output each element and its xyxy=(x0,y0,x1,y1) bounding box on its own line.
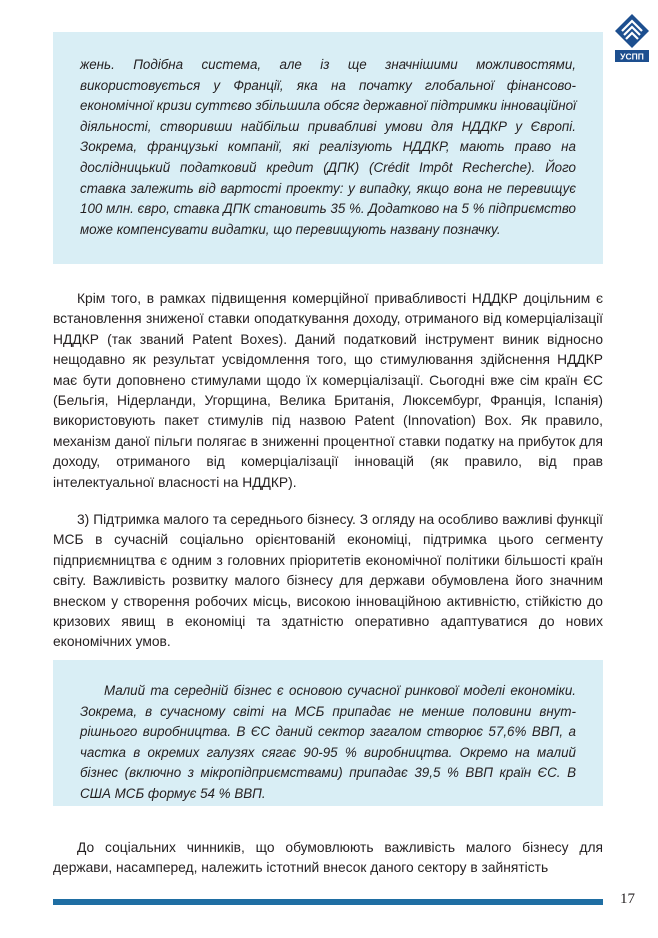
callout-box-2 xyxy=(53,660,603,806)
callout-box-1 xyxy=(53,32,603,264)
page-number: 17 xyxy=(620,891,635,907)
logo-text: УСПП xyxy=(620,51,644,62)
body-paragraph-2: 3) Підтримка малого та середнього бізнесу. З огляду на особливо важливі функції МСБ в сучасній соціально орієнтованій економіці, підтримка цього сегменту підприємництва є одним з головних пріоритетів економічної політики більшості країн світу. Важливість розвитку малого бізнесу для держави обумовлена його значним внеском у створення робочих місць, високою інноваційною активністю, стійкістю до кризових явищ в економіці та здатністю оперативно адаптуватися до нових економічних умов. xyxy=(53,512,603,650)
body-paragraph-1: Крім того, в рамках підвищення комерційної привабливості НДДКР доцільним є встановлення зниженої ставки оподаткування доходу, отриманого від комерціалізації НДДКР (так званий Patent Boxes). Даний податковий інструмент виник відносно нещодавно як результат усвідомлення того, що стимулювання здійснення НДДКР має бути доповнено стимулами щодо їх комерціалізації. Сьогодні вже сім країн ЄС (Бельгія, Нідерланди, Угорщина, Велика Британія, Люксембург, Франція, Іспанія) використовують пакет стимулів під назвою Patent (Innovation) Box. Як правило, механізм даної пільги полягає в зниженні процентної ставки податку на прибуток для доходу, отриманого від комерціалізації інновацій (як правило, від прав інтелектуальної власності на НДДКР). xyxy=(53,291,603,490)
uspp-logo-icon xyxy=(613,12,651,64)
callout-text-2: Малий та середній бізнес є основою сучасної ринкової моделі економіки. Зокрема, в сучасному світі на МСБ припадає не менше половини внут-рішнього виробництва. В ЄС даний сектор загалом створює 57,6% ВВП, а частка в окремих галузях сягає 90-95 % виробництва. Окремо на малий бізнес (включно з мікропідприємствами) припадає 39,5 % ВВП країн ЄС. В США МСБ формує 54 % ВВП. xyxy=(80,683,576,801)
body-paragraph-3: До соціальних чинників, що обумовлюють важливість малого бізнесу для держави, насамперед, належить істотний внесок даного сектору в зайнятість xyxy=(53,840,603,876)
footer-bar xyxy=(53,899,603,905)
logo-diamond xyxy=(615,14,649,48)
callout-text-1: жень. Подібна система, але із ще значнішими можливостями, використовується у Франції, яка на початку глобальної фінансово-економічної кризи суттєво збільшила обсяг державної підтримки інноваційної діяльності, створивши найбільш привабливі умови для НДДКР у Європі. Зокрема, французькі компанії, які реалізують НДДКР, мають право на дослідницький податковий кредит (ДПК) (Crédit Impôt Recherche). Його ставка залежить від вартості проекту: у випадку, якщо вона не перевищує 100 млн. євро, ставка ДПК становить 35 %. Додатково на 5 % підприємство може компенсувати видатки, що перевищують названу позначку. xyxy=(80,57,576,237)
